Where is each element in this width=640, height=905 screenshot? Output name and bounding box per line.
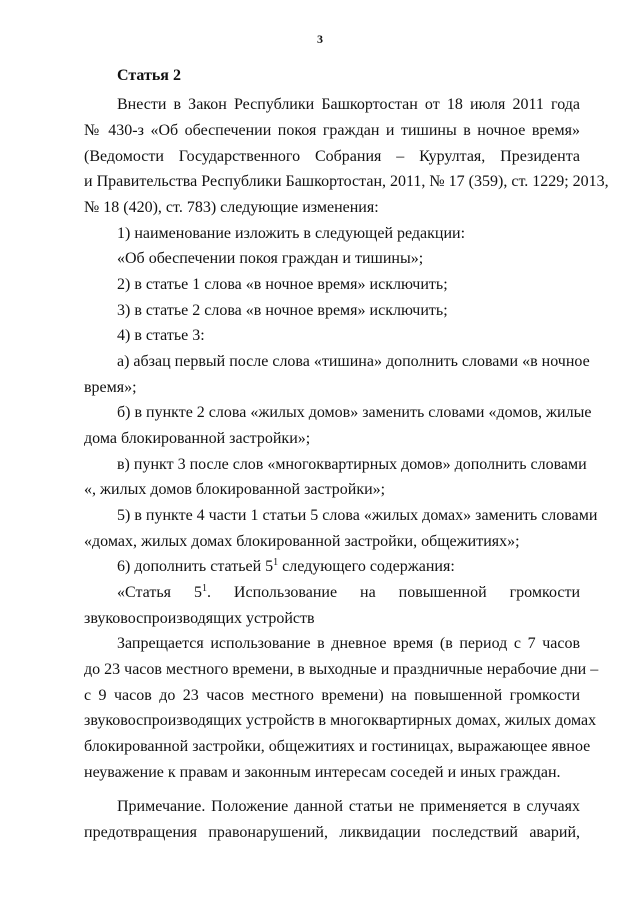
list-item: а) абзац первый после слова «тишина» дополнить словами «в ночное [117,353,590,370]
text-run: . Использование на повышенной громкости [206,584,581,601]
list-item: 2) в статье 1 слова «в ночное время» исключить; [117,276,448,293]
article-title-line: звуковоспроизводящих устройств [84,610,315,627]
superscript: 1 [273,557,279,568]
list-item: «Об обеспечении покоя граждан и тишины»; [117,250,424,267]
list-item: «домах, жилых домах блокированной застройки, общежитиях»; [84,533,520,550]
list-item: дома блокированной застройки»; [84,430,311,447]
note-line: Примечание. Положение данной статьи не применяется в случаях [117,798,580,815]
text-run: следующего содержания: [278,558,455,575]
paragraph-line: и Правительства Республики Башкортостан, 2011, № 17 (359), ст. 1229; 2013, [84,173,609,190]
superscript: 1 [201,583,207,594]
paragraph-line: № 18 (420), ст. 783) следующие изменения: [84,199,379,216]
note-line: предотвращения правонарушений, ликвидации последствий аварий, [84,824,580,841]
paragraph-line: до 23 часов местного времени, в выходные и праздничные нерабочие дни – [84,661,599,678]
paragraph-line: с 9 часов до 23 часов местного времени) на повышенной громкости [84,687,580,704]
list-item: 4) в статье 3: [117,327,205,344]
paragraph-line: неуважение к правам и законным интересам соседей и иных граждан. [84,764,561,781]
article-title-line [117,583,580,603]
paragraph-line: Запрещается использование в дневное время (в период с 7 часов [117,635,580,652]
list-item: в) пункт 3 после слов «многоквартирных домов» дополнить словами [117,456,587,473]
paragraph-line: звуковоспроизводящих устройств в многоквартирных домах, жилых домах [84,712,597,729]
list-item: время»; [84,379,137,396]
list-item [117,557,580,577]
list-item: б) в пункте 2 слова «жилых домов» заменить словами «домов, жилые [117,404,592,421]
list-item: 5) в пункте 4 части 1 статьи 5 слова «жилых домах» заменить словами [117,507,598,524]
text-run: «Статья 5 [117,584,202,601]
paragraph-line: Внести в Закон Республики Башкортостан от 18 июля 2011 года [117,96,580,113]
paragraph-line: блокированной застройки, общежитиях и гостиницах, выражающее явное [84,738,591,755]
paragraph-line: № 430-з «Об обеспечении покоя граждан и тишины в ночное время» [84,122,580,139]
page-number: 3 [317,32,323,46]
list-item: 1) наименование изложить в следующей редакции: [117,225,466,242]
list-item: 3) в статье 2 слова «в ночное время» исключить; [117,302,448,319]
paragraph-line: (Ведомости Государственного Собрания – Курултая, Президента [84,148,580,165]
list-item: «, жилых домов блокированной застройки»; [84,481,386,498]
article-heading: Статья 2 [117,67,181,84]
text-run: 6) дополнить статьей 5 [117,558,274,575]
